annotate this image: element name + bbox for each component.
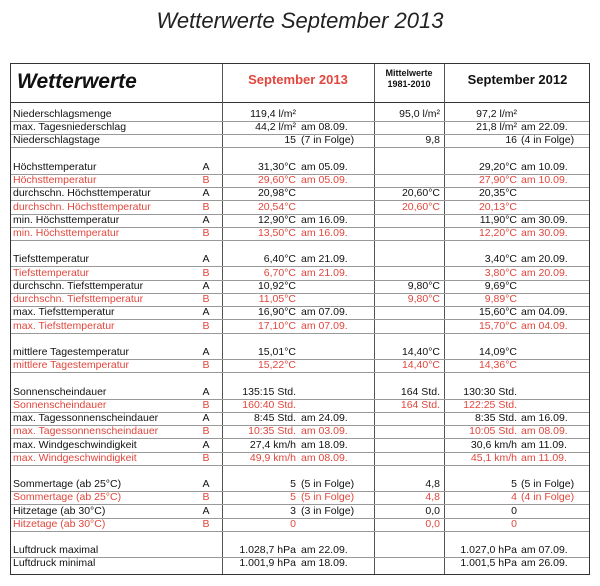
table-row	[11, 253, 589, 267]
row-variant: B	[202, 451, 210, 464]
date-2013: am 18.09.	[301, 557, 348, 570]
value-2013: 27,4 km/h	[249, 438, 296, 451]
row-variant: B	[202, 491, 210, 504]
row-variant: B	[202, 293, 210, 306]
value-2012: 30,6 km/h	[470, 438, 517, 451]
date-2013: am 21.09.	[301, 266, 348, 279]
value-2012: 11,90°C	[479, 213, 517, 226]
value-2013: 29,60°C	[257, 174, 296, 187]
table-row	[11, 557, 589, 570]
value-2013: 13,50°C	[257, 226, 296, 239]
date-2013: am 24.09.	[301, 412, 348, 425]
date-2012: am 10.09.	[521, 160, 568, 173]
value-2012: 0	[511, 504, 517, 517]
date-2012: am 30.09.	[521, 226, 568, 239]
row-variant: B	[202, 359, 210, 372]
table-row	[11, 214, 589, 228]
row-label: durchschn. Tiefsttemperatur	[13, 293, 144, 306]
date-2013: am 16.09.	[301, 226, 348, 239]
date-2013: am 21.09.	[301, 253, 348, 266]
row-variant: B	[202, 266, 210, 279]
table-row	[11, 439, 589, 453]
row-label: min. Höchsttemperatur	[13, 226, 120, 239]
table-row	[11, 227, 589, 241]
value-2012: 29,20°C	[478, 160, 517, 173]
mittelwert: 14,40°C	[401, 359, 440, 372]
value-2012: 9,89°C	[484, 293, 517, 306]
date-2012: am 08.09.	[521, 425, 568, 438]
date-2013: am 07.09.	[301, 306, 348, 319]
value-2013: 15	[284, 134, 296, 147]
row-variant: B	[202, 517, 210, 530]
value-2012: 8:35 Std.	[474, 412, 517, 425]
value-2012: 4	[511, 491, 517, 504]
row-variant: A	[202, 279, 210, 292]
date-2013: am 08.09.	[301, 121, 348, 134]
table-row	[11, 346, 589, 360]
table-row	[11, 452, 589, 466]
header-september-2013: September 2013	[248, 72, 348, 87]
row-label: max. Tiefsttemperatur	[13, 319, 115, 332]
row-variant: A	[202, 187, 210, 200]
value-2013: 160:40 Std.	[242, 398, 296, 411]
date-2012: am 11.09.	[521, 438, 567, 451]
table-row	[11, 280, 589, 294]
row-label: Hitzetage (ab 30°C)	[13, 504, 106, 517]
table-row	[11, 518, 589, 532]
row-label: max. Tagessonnenscheindauer	[13, 412, 159, 425]
table-row	[11, 386, 589, 400]
row-label: durchschn. Höchsttemperatur	[13, 187, 151, 200]
row-label: Niederschlagstage	[13, 134, 100, 147]
value-2012: 130:30 Std.	[463, 385, 517, 398]
row-label: Niederschlagsmenge	[13, 108, 112, 120]
row-variant: A	[202, 504, 210, 517]
value-2013: 20,98°C	[257, 187, 296, 200]
value-2012: 1.027,0 hPa	[460, 544, 517, 557]
mittelwert: 164 Std.	[400, 385, 440, 398]
row-label: Höchsttemperatur	[13, 174, 97, 187]
table-row	[11, 544, 589, 558]
date-2012: am 04.09.	[521, 319, 568, 332]
row-label: mittlere Tagestemperatur	[13, 359, 129, 372]
row-variant: B	[202, 174, 210, 187]
value-2012: 5	[511, 478, 517, 491]
table-row	[11, 478, 589, 492]
table-row	[11, 306, 589, 320]
row-variant: A	[202, 385, 210, 398]
mittelwert: 14,40°C	[401, 345, 440, 358]
row-label: mittlere Tagestemperatur	[13, 345, 129, 358]
value-2013: 49,9 km/h	[249, 451, 296, 464]
date-2013: am 03.09.	[301, 425, 348, 438]
table-row	[11, 412, 589, 426]
date-2013: am 07.09.	[301, 319, 348, 332]
value-2012: 16	[505, 134, 517, 147]
value-2013: 1.001,9 hPa	[239, 557, 296, 570]
header-mittelwerte-line1: Mittelwerte	[385, 68, 433, 78]
date-2013: am 08.09.	[301, 451, 348, 464]
value-2013: 10,92°C	[257, 279, 296, 292]
mittelwert: 9,8	[425, 134, 440, 147]
date-2013: am 22.09.	[301, 544, 348, 557]
row-variant: B	[202, 200, 210, 213]
date-2013: am 18.09.	[301, 438, 348, 451]
row-label: durchschn. Tiefsttemperatur	[13, 279, 144, 292]
row-label: max. Windgeschwindigkeit	[13, 438, 137, 451]
date-2012: (4 in Folge)	[521, 134, 575, 147]
row-label: Sonnenscheindauer	[13, 385, 107, 398]
row-label: Tiefsttemperatur	[13, 266, 90, 279]
table-row	[11, 174, 589, 188]
mittelwert: 95,0 l/m²	[399, 108, 440, 120]
header-september-2012: September 2012	[467, 72, 568, 87]
mittelwert: 20,60°C	[401, 187, 440, 200]
header-mittelwerte	[374, 68, 444, 90]
header-wetterwerte: Wetterwerte	[17, 70, 137, 93]
value-2012: 12,20°C	[478, 226, 517, 239]
mittelwert: 4,8	[425, 491, 440, 504]
row-variant: B	[202, 425, 210, 438]
date-2012: (5 in Folge)	[521, 478, 575, 491]
table-row	[11, 187, 589, 201]
row-label: max. Windgeschwindigkeit	[13, 451, 137, 464]
table-row	[11, 505, 589, 519]
weather-table	[10, 63, 590, 575]
row-label: Luftdruck maximal	[13, 544, 99, 557]
date-2012: (4 in Folge)	[521, 491, 575, 504]
value-2012: 20,35°C	[478, 187, 517, 200]
mittelwert: 20,60°C	[401, 200, 440, 213]
value-2012: 0	[511, 517, 517, 530]
value-2013: 15,22°C	[257, 359, 296, 372]
value-2012: 21,8 l/m²	[476, 121, 517, 134]
row-label: Sommertage (ab 25°C)	[13, 491, 122, 504]
row-variant: A	[202, 478, 210, 491]
date-2012: am 11.09.	[521, 451, 567, 464]
date-2012: am 26.09.	[521, 557, 568, 570]
value-2013: 119,4 l/m²	[250, 108, 296, 120]
value-2012: 27,90°C	[478, 174, 517, 187]
value-2012: 3,40°C	[484, 253, 517, 266]
value-2013: 20,54°C	[257, 200, 296, 213]
value-2013: 3	[290, 504, 296, 517]
table-row	[11, 399, 589, 413]
mittelwert: 9,80°C	[407, 293, 440, 306]
value-2013: 12,90°C	[257, 213, 296, 226]
table-row	[11, 491, 589, 505]
value-2013: 6,40°C	[263, 253, 296, 266]
value-2013: 8:45 Std.	[253, 412, 296, 425]
page-title: Wetterwerte September 2013	[156, 8, 444, 33]
value-2013: 1.028,7 hPa	[239, 544, 296, 557]
row-label: Sonnenscheindauer	[13, 398, 107, 411]
row-label: Tiefsttemperatur	[13, 253, 90, 266]
row-variant: A	[202, 345, 210, 358]
row-label: min. Höchsttemperatur	[13, 213, 120, 226]
value-2012: 14,36°C	[478, 359, 517, 372]
date-2013: (5 in Folge)	[301, 478, 355, 491]
date-2012: am 20.09.	[521, 266, 568, 279]
table-row	[11, 161, 589, 175]
table-row	[11, 267, 589, 281]
row-variant: A	[202, 306, 210, 319]
mittelwert: 4,8	[425, 478, 440, 491]
row-variant: A	[202, 160, 210, 173]
row-label: Hitzetage (ab 30°C)	[13, 517, 106, 530]
row-label: Höchsttemperatur	[13, 160, 97, 173]
date-2013: am 16.09.	[301, 213, 348, 226]
row-label: max. Tagesniederschlag	[13, 121, 127, 134]
value-2013: 10:35 Std.	[248, 425, 296, 438]
date-2012: am 04.09.	[521, 306, 568, 319]
value-2012: 122:25 Std.	[463, 398, 517, 411]
value-2012: 10:05 Std.	[469, 425, 517, 438]
row-label: Luftdruck minimal	[13, 557, 96, 570]
row-variant: A	[202, 438, 210, 451]
row-label: max. Tiefsttemperatur	[13, 306, 115, 319]
value-2013: 44,2 l/m²	[255, 121, 296, 134]
table-header	[11, 64, 589, 103]
date-2013: am 05.09.	[301, 160, 348, 173]
mittelwert: 0,0	[425, 517, 440, 530]
date-2013: (5 in Folge)	[301, 491, 355, 504]
date-2013: am 05.09.	[301, 174, 348, 187]
value-2012: 15,60°C	[478, 306, 517, 319]
value-2013: 15,01°C	[257, 345, 296, 358]
value-2012: 3,80°C	[484, 266, 517, 279]
table-row	[11, 121, 589, 135]
table-row	[11, 108, 589, 122]
row-label: Sommertage (ab 25°C)	[13, 478, 122, 491]
mittelwert: 9,80°C	[407, 279, 440, 292]
table-row	[11, 134, 589, 148]
row-label: durchschn. Höchsttemperatur	[13, 200, 151, 213]
date-2012: am 22.09.	[521, 121, 568, 134]
value-2013: 11,05°C	[258, 293, 296, 306]
row-variant: B	[202, 226, 210, 239]
row-variant: B	[202, 398, 210, 411]
date-2012: am 20.09.	[521, 253, 568, 266]
row-variant: B	[202, 319, 210, 332]
table-row	[11, 293, 589, 307]
value-2012: 15,70°C	[478, 319, 517, 332]
value-2012: 1.001,5 hPa	[460, 557, 517, 570]
date-2012: am 10.09.	[521, 174, 568, 187]
value-2013: 5	[290, 478, 296, 491]
date-2013: (7 in Folge)	[301, 134, 355, 147]
mittelwert: 0,0	[425, 504, 440, 517]
value-2013: 31,30°C	[257, 160, 296, 173]
table-row	[11, 425, 589, 439]
table-row	[11, 201, 589, 215]
header-mittelwerte-line2: 1981-2010	[387, 79, 431, 89]
mittelwert: 164 Std.	[400, 398, 440, 411]
value-2013: 17,10°C	[257, 319, 296, 332]
value-2012: 97,2 l/m²	[476, 108, 517, 120]
row-label: max. Tagessonnenscheindauer	[13, 425, 159, 438]
value-2012: 9,69°C	[484, 279, 517, 292]
value-2013: 0	[290, 517, 296, 530]
date-2012: am 30.09.	[521, 213, 568, 226]
date-2012: am 07.09.	[521, 544, 568, 557]
value-2013: 135:15 Std.	[242, 385, 296, 398]
value-2013: 16,90°C	[257, 306, 296, 319]
value-2012: 14,09°C	[478, 345, 517, 358]
row-variant: A	[202, 213, 210, 226]
date-2013: (3 in Folge)	[301, 504, 355, 517]
table-row	[11, 359, 589, 373]
value-2013: 6,70°C	[263, 266, 296, 279]
date-2012: am 16.09.	[521, 412, 568, 425]
value-2012: 45,1 km/h	[470, 451, 517, 464]
row-variant: A	[202, 412, 210, 425]
table-row	[11, 320, 589, 334]
value-2013: 5	[290, 491, 296, 504]
row-variant: A	[202, 253, 210, 266]
value-2012: 20,13°C	[478, 200, 517, 213]
